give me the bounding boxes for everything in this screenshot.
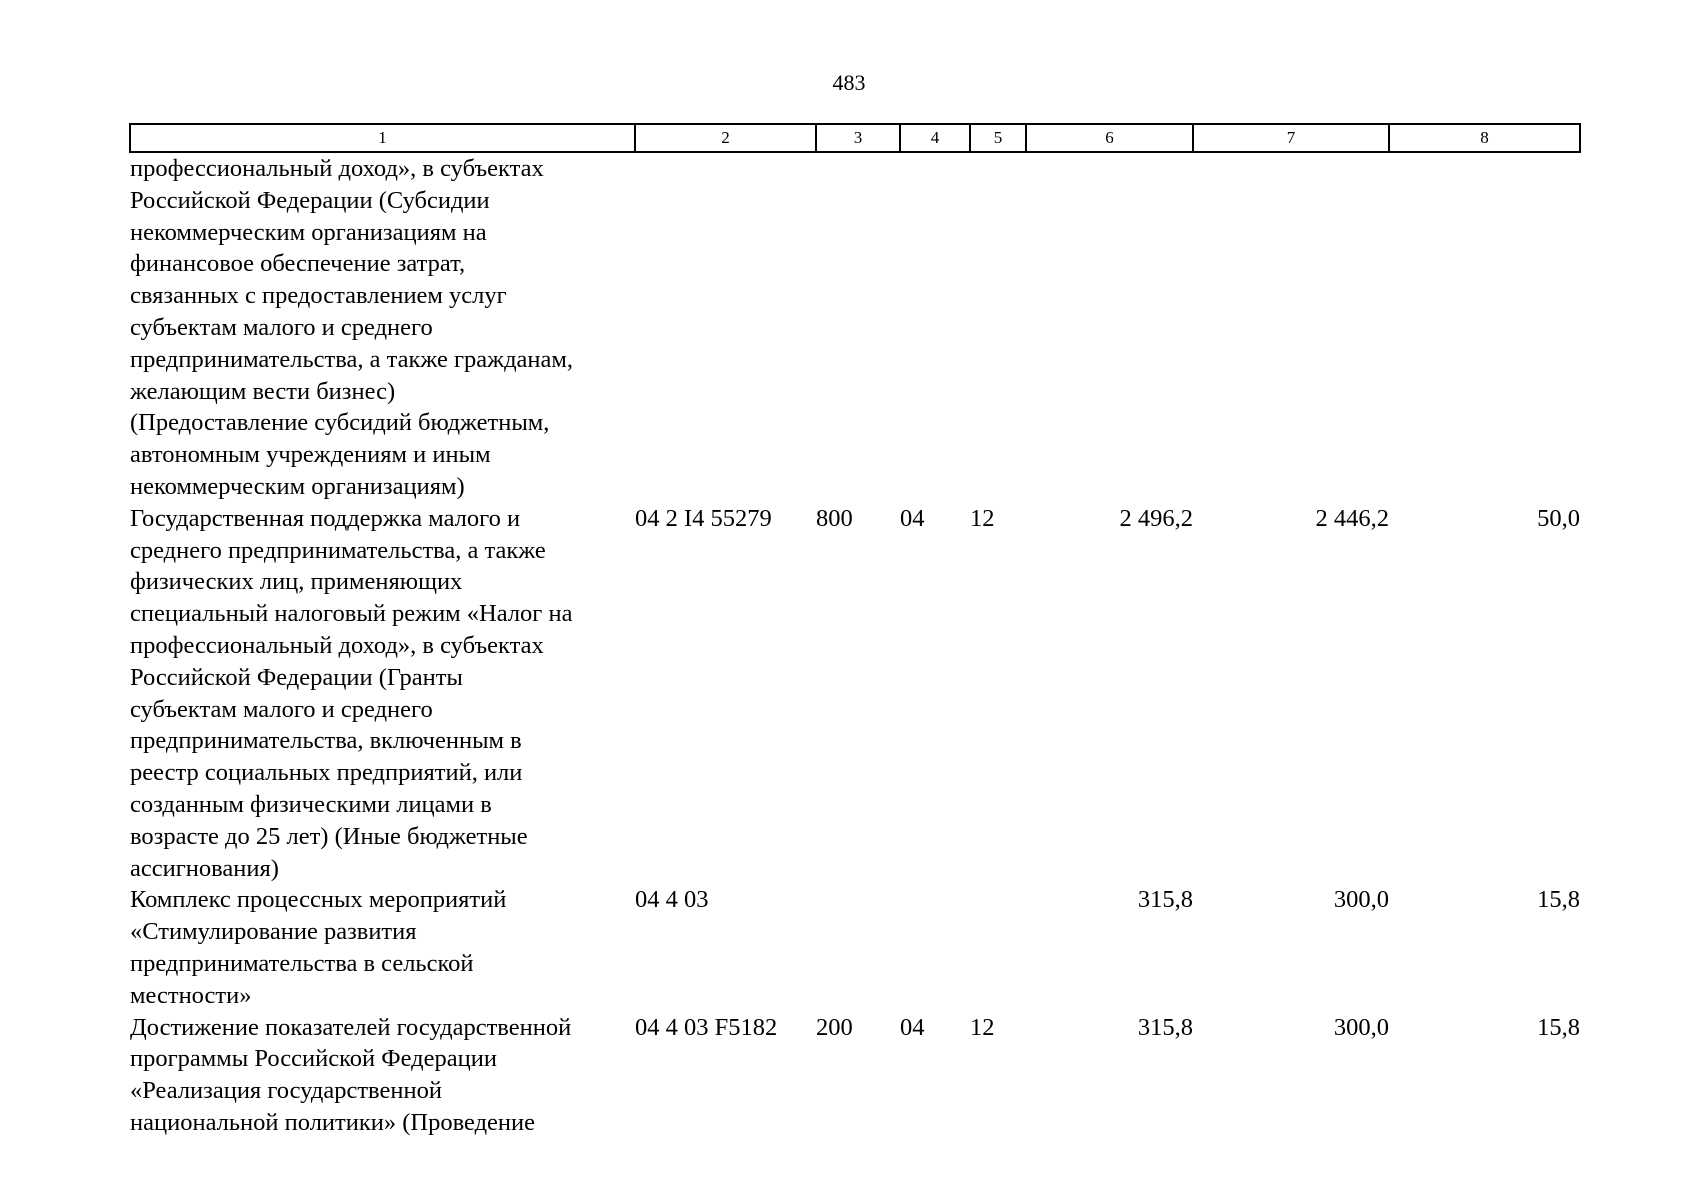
row-description — [130, 152, 635, 503]
description-line: специальный налоговый режим «Налог на — [130, 600, 573, 628]
row-description — [130, 884, 635, 1011]
description-line: субъектам малого и среднего — [130, 313, 433, 341]
amount-regional: 15,8 — [1537, 1013, 1580, 1041]
description-line: «Реализация государственной — [130, 1077, 442, 1105]
row-description — [130, 1012, 635, 1139]
expense-type: 800 — [816, 504, 853, 532]
header-col-5: 5 — [970, 124, 1026, 152]
description-line: некоммерческим организациям на — [130, 218, 487, 246]
amount-regional: 50,0 — [1537, 504, 1580, 532]
description-line: связанных с предоставлением услуг — [130, 282, 507, 310]
amount-federal — [1193, 152, 1389, 503]
budget-code — [635, 152, 816, 503]
page-number: 483 — [832, 70, 866, 95]
table-row — [130, 503, 1580, 885]
description-line: некоммерческим организациям) — [130, 472, 465, 500]
section: 04 — [900, 504, 925, 532]
budget-table — [129, 123, 1581, 1139]
table-body — [130, 152, 1580, 1139]
header-col-8: 8 — [1389, 124, 1580, 152]
subsection: 12 — [970, 504, 995, 532]
subsection: 12 — [970, 1013, 995, 1041]
subsection — [970, 152, 1026, 503]
description-line: «Стимулирование развития — [130, 918, 417, 946]
description-line: физических лиц, применяющих — [130, 568, 463, 596]
table-header — [130, 124, 1580, 152]
amount-total: 315,8 — [1137, 1013, 1193, 1041]
table-row — [130, 1012, 1580, 1139]
header-row — [130, 124, 1580, 152]
description-line: финансовое обеспечение затрат, — [130, 250, 466, 278]
description-line: профессиональный доход», в субъектах — [130, 155, 544, 182]
row-description — [130, 503, 635, 885]
description-line: местности» — [130, 981, 252, 1009]
amount-total — [1026, 152, 1193, 503]
header-col-1: 1 — [130, 124, 635, 152]
expense-type: 200 — [816, 1013, 853, 1041]
description-line: предпринимательства в сельской — [130, 949, 474, 977]
expense-type — [816, 152, 900, 503]
description-line: желающим вести бизнес) — [130, 377, 396, 405]
description-line: созданным физическими лицами в — [130, 790, 492, 818]
description-line: Государственная поддержка малого и — [130, 504, 521, 532]
description-line: Комплекс процессных мероприятий — [130, 886, 507, 914]
amount-federal: 300,0 — [1333, 1013, 1389, 1041]
expense-type — [816, 884, 900, 1011]
description-line: возрасте до 25 лет) (Иные бюджетные — [130, 822, 528, 850]
amount-regional: 15,8 — [1537, 886, 1580, 914]
budget-code: 04 2 I4 55279 — [635, 504, 772, 532]
description-line: Российской Федерации (Гранты — [130, 663, 463, 691]
amount-total: 315,8 — [1137, 886, 1193, 914]
amount-total: 2 496,2 — [1119, 504, 1193, 532]
description-line: предпринимательства, а также гражданам, — [130, 345, 574, 373]
description-line: Достижение показателей государственной — [130, 1013, 572, 1041]
amount-regional — [1389, 152, 1580, 503]
subsection — [970, 884, 1026, 1011]
section: 04 — [900, 1013, 925, 1041]
description-line: предпринимательства, включенным в — [130, 727, 522, 755]
description-line: программы Российской Федерации — [130, 1045, 497, 1073]
description-line: профессиональный доход», в субъектах — [130, 631, 544, 659]
budget-code: 04 4 03 — [635, 886, 709, 914]
amount-federal: 2 446,2 — [1315, 504, 1389, 532]
header-col-3: 3 — [816, 124, 900, 152]
header-col-4: 4 — [900, 124, 970, 152]
description-line: ассигнования) — [130, 854, 279, 882]
description-line: автономным учреждениям и иным — [130, 441, 491, 469]
description-line: Российской Федерации (Субсидии — [130, 186, 490, 214]
description-line: реестр социальных предприятий, или — [130, 759, 523, 787]
table-row — [130, 152, 1580, 503]
header-col-7: 7 — [1193, 124, 1389, 152]
table-row — [130, 884, 1580, 1011]
header-col-2: 2 — [635, 124, 816, 152]
description-line: среднего предпринимательства, а также — [130, 536, 546, 564]
header-col-6: 6 — [1026, 124, 1193, 152]
section — [900, 152, 970, 503]
amount-federal: 300,0 — [1333, 886, 1389, 914]
description-line: субъектам малого и среднего — [130, 695, 433, 723]
description-line: (Предоставление субсидий бюджетным, — [130, 409, 550, 437]
section — [900, 884, 970, 1011]
description-line: национальной политики» (Проведение — [130, 1108, 536, 1136]
budget-code: 04 4 03 F5182 — [635, 1013, 778, 1041]
